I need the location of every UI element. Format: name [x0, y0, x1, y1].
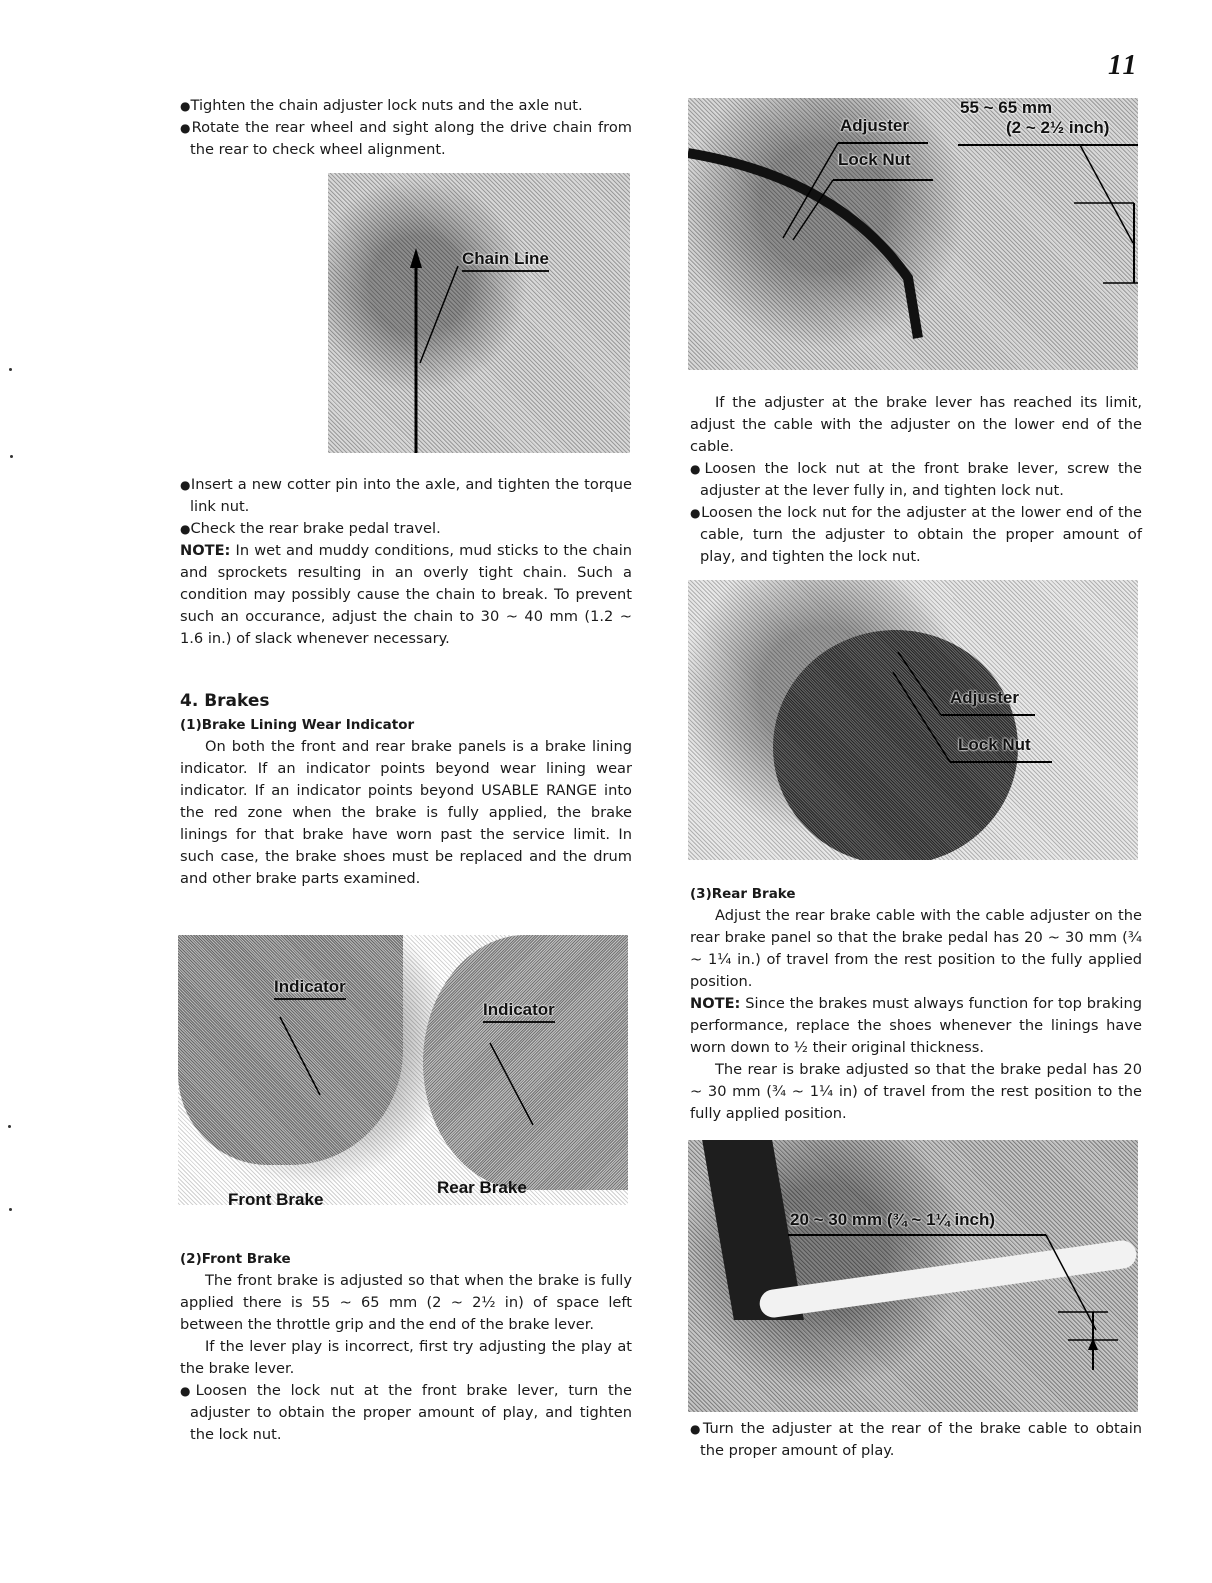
bullet-icon: ● — [180, 478, 191, 492]
bullet-icon: ● — [690, 1422, 703, 1436]
rear-indicator-label: Indicator — [483, 1000, 555, 1023]
brake-lever-photo — [688, 98, 1138, 370]
measure-mm-label: 55 ~ 65 mm — [960, 98, 1053, 117]
left-column-intro — [180, 95, 632, 161]
brake-pedal-photo — [688, 1140, 1138, 1412]
bullet-item: ●Check the rear brake pedal travel. — [180, 520, 441, 537]
front-brake-section — [180, 1248, 632, 1446]
chain-line-photo — [328, 173, 630, 453]
paragraph: Adjust the rear brake cable with the cable adjuster on the rear brake panel so that the brake pedal has 20 ~ 30 mm (¾ ~ 1¼ in.) of travel from the rest position to the fully applied position. — [690, 907, 1142, 990]
margin-mark — [9, 368, 12, 371]
lock-nut-label: Lock Nut — [958, 735, 1031, 754]
adjuster-label: Adjuster — [840, 116, 909, 135]
right-column-adjuster-text — [690, 392, 1142, 568]
travel-measure-label: 20 ~ 30 mm (¾ ~ 1¼ inch) — [790, 1210, 996, 1229]
final-bullet-block — [690, 1418, 1142, 1462]
bullet-icon: ● — [180, 522, 191, 536]
subsection-title: (1)Brake Lining Wear Indicator — [180, 717, 415, 733]
rear-brake-section — [690, 883, 1142, 1125]
lower-pointer-lines — [688, 580, 1138, 860]
bullet-icon: ● — [180, 99, 191, 113]
bullet-icon: ● — [690, 506, 702, 520]
bullet-item: ●Loosen the lock nut for the adjuster at the lower end of the cable, turn the adjuster to obtain the proper amount of play, and tighten the lock nut. — [690, 504, 1142, 565]
bullet-icon: ● — [180, 121, 192, 135]
brake-indicators-photo — [178, 935, 628, 1205]
margin-mark — [10, 455, 13, 458]
paragraph: On both the front and rear brake panels is a brake lining indicator. If an indicator points beyond wear lining wear indicator. If an indicator points beyond USABLE RANGE into the red zone when the brake is fully applied, the brake linings for that brake have worn past the service limit. In such case, the brake shoes must be replaced and the drum and other brake parts examined. — [180, 738, 632, 887]
left-column-chain-notes — [180, 474, 632, 650]
chain-line-label: Chain Line — [462, 249, 549, 272]
adjuster-label: Adjuster — [950, 688, 1019, 707]
lower-cable-adjuster-photo — [688, 580, 1138, 860]
bullet-item: ●Turn the adjuster at the rear of the brake cable to obtain the proper amount of play. — [690, 1420, 1142, 1459]
bullet-item: ●Tighten the chain adjuster lock nuts and the axle nut. — [180, 97, 583, 114]
bullet-item: ●Loosen the lock nut at the front brake lever, screw the adjuster at the lever fully in, and tighten lock nut. — [690, 460, 1142, 499]
front-indicator-label: Indicator — [274, 977, 346, 1000]
bullet-item: ●Loosen the lock nut at the front brake lever, turn the adjuster to obtain the proper amount of play, and tighten the lock nut. — [180, 1382, 632, 1443]
front-brake-caption: Front Brake — [228, 1190, 324, 1209]
lever-pointer-lines — [688, 98, 1138, 370]
note-paragraph: NOTE: In wet and muddy conditions, mud sticks to the chain and sprockets resulting in an overly tight chain. Such a condition may possibly cause the chain to break. To prevent such an occurance, adjust the chain to 30 ~ 40 mm (1.2 ~ 1.6 in.) of slack whenever necessary. — [180, 542, 632, 647]
bullet-icon: ● — [690, 462, 705, 476]
margin-mark — [9, 1208, 12, 1211]
page-number: 11 — [1108, 50, 1139, 81]
indicator-pointer-lines — [178, 935, 628, 1205]
paragraph: The front brake is adjusted so that when the brake is fully applied there is 55 ~ 65 mm (2 ~ 2½ in) of space left between the throttle grip and the end of the brake lever. — [180, 1272, 632, 1333]
bullet-item: ●Insert a new cotter pin into the axle, and tighten the torque link nut. — [180, 476, 632, 515]
rear-brake-caption: Rear Brake — [437, 1178, 527, 1197]
pedal-pointer-lines — [688, 1140, 1138, 1412]
section-title: 4. Brakes — [180, 691, 270, 711]
paragraph: If the adjuster at the brake lever has reached its limit, adjust the cable with the adjuster on the lower end of the cable. — [690, 394, 1142, 455]
lock-nut-label: Lock Nut — [838, 150, 911, 169]
paragraph: The rear is brake adjusted so that the brake pedal has 20 ~ 30 mm (¾ ~ 1¼ in) of travel from the rest position to the fully applied position. — [690, 1061, 1142, 1122]
margin-mark — [8, 1125, 11, 1128]
chain-line-diagram — [328, 173, 630, 453]
subsection-title: (2)Front Brake — [180, 1251, 291, 1267]
subsection-title: (3)Rear Brake — [690, 886, 796, 902]
paragraph: If the lever play is incorrect, first try adjusting the play at the brake lever. — [180, 1338, 632, 1377]
brakes-section — [180, 688, 632, 890]
bullet-item: ●Rotate the rear wheel and sight along the drive chain from the rear to check wheel alignment. — [180, 119, 632, 158]
bullet-icon: ● — [180, 1384, 196, 1398]
measure-inch-label: (2 ~ 2½ inch) — [1006, 118, 1110, 137]
note-paragraph: NOTE: Since the brakes must always function for top braking performance, replace the shoes whenever the linings have worn down to ½ their original thickness. — [690, 995, 1142, 1056]
